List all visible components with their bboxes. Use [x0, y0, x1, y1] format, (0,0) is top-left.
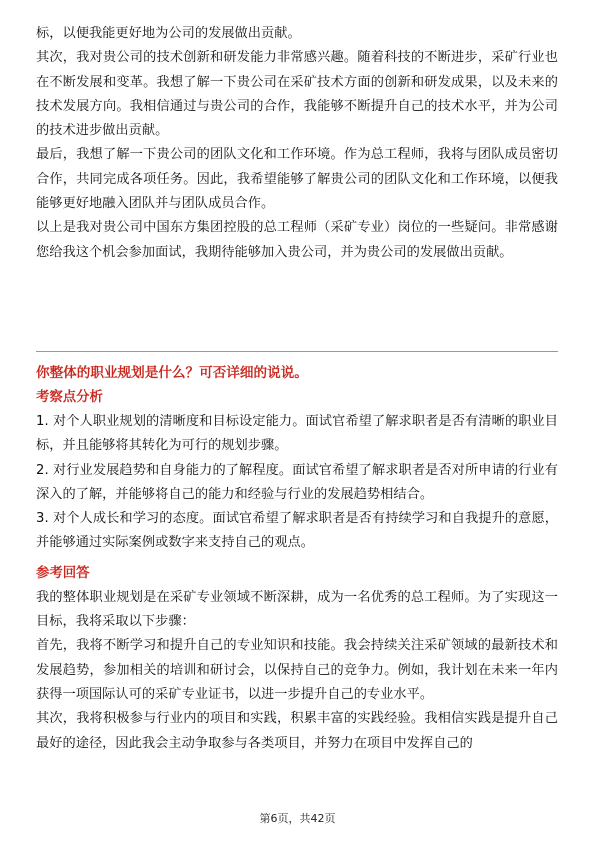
paragraph: 标，以便我能更好地为公司的发展做出贡献。 [36, 26, 301, 41]
paragraph: 以上是我对贵公司中国东方集团控股的总工程师（采矿专业）岗位的一些疑问。非常感谢您给我这个机会参加面试，我期待能够加入贵公司，并为贵公司的发展做出贡献。 [36, 220, 558, 260]
analysis-item: 3. 对个人成长和学习的态度。面试官希望了解求职者是否有持续学习和自我提升的意愿，并能够通过实际案例或数字来支持自己的观点。 [36, 511, 558, 551]
analysis-item: 1. 对个人职业规划的清晰度和目标设定能力。面试官希望了解求职者是否有清晰的职业目标，并且能够将其转化为可行的规划步骤。 [36, 414, 558, 454]
question-section [36, 360, 558, 756]
section-divider [36, 351, 558, 352]
analysis-item: 2. 对行业发展趋势和自身能力的了解程度。面试官希望了解求职者是否对所申请的行业有深入的了解，并能够将自己的能力和经验与行业的发展趋势相结合。 [36, 462, 558, 502]
analysis-heading: 考察点分析 [36, 390, 103, 405]
paragraph: 其次，我对贵公司的技术创新和研发能力非常感兴趣。随着科技的不断进步，采矿行业也在不断发展和变革。我想了解一下贵公司在采矿技术方面的创新和研发成果，以及未来的技术发展方向。我相信通过与贵公司的合作，我能够不断提升自己的技术水平，并为公司的技术进步做出贡献。 [36, 50, 558, 139]
continued-section [36, 22, 558, 265]
answer-paragraph: 我的整体职业规划是在采矿专业领域不断深耕，成为一名优秀的总工程师。为了实现这一目标，我将采取以下步骤： [36, 589, 558, 630]
paragraph: 最后，我想了解一下贵公司的团队文化和工作环境。作为总工程师，我将与团队成员密切合作，共同完成各项任务。因此，我希望能够了解贵公司的团队文化和工作环境，以便我能够更好地融入团队并与团队成员合作。 [36, 147, 558, 212]
answer-paragraph: 首先，我将不断学习和提升自己的专业知识和技能。我会持续关注采矿领域的最新技术和发展趋势，参加相关的培训和研讨会，以保持自己的竞争力。例如，我计划在未来一年内获得一项国际认可的采矿专业证书，以进一步提升自己的专业水平。 [36, 638, 558, 702]
page-number: 第6页，共42页 [259, 812, 336, 825]
answer-heading: 参考回答 [36, 565, 90, 581]
question-title: 你整体的职业规划是什么？可否详细的说说。 [36, 365, 308, 381]
answer-paragraph: 其次，我将积极参与行业内的项目和实践，积累丰富的实践经验。我相信实践是提升自己最好的途径，因此我会主动争取参与各类项目，并努力在项目中发挥自己的 [36, 711, 558, 751]
